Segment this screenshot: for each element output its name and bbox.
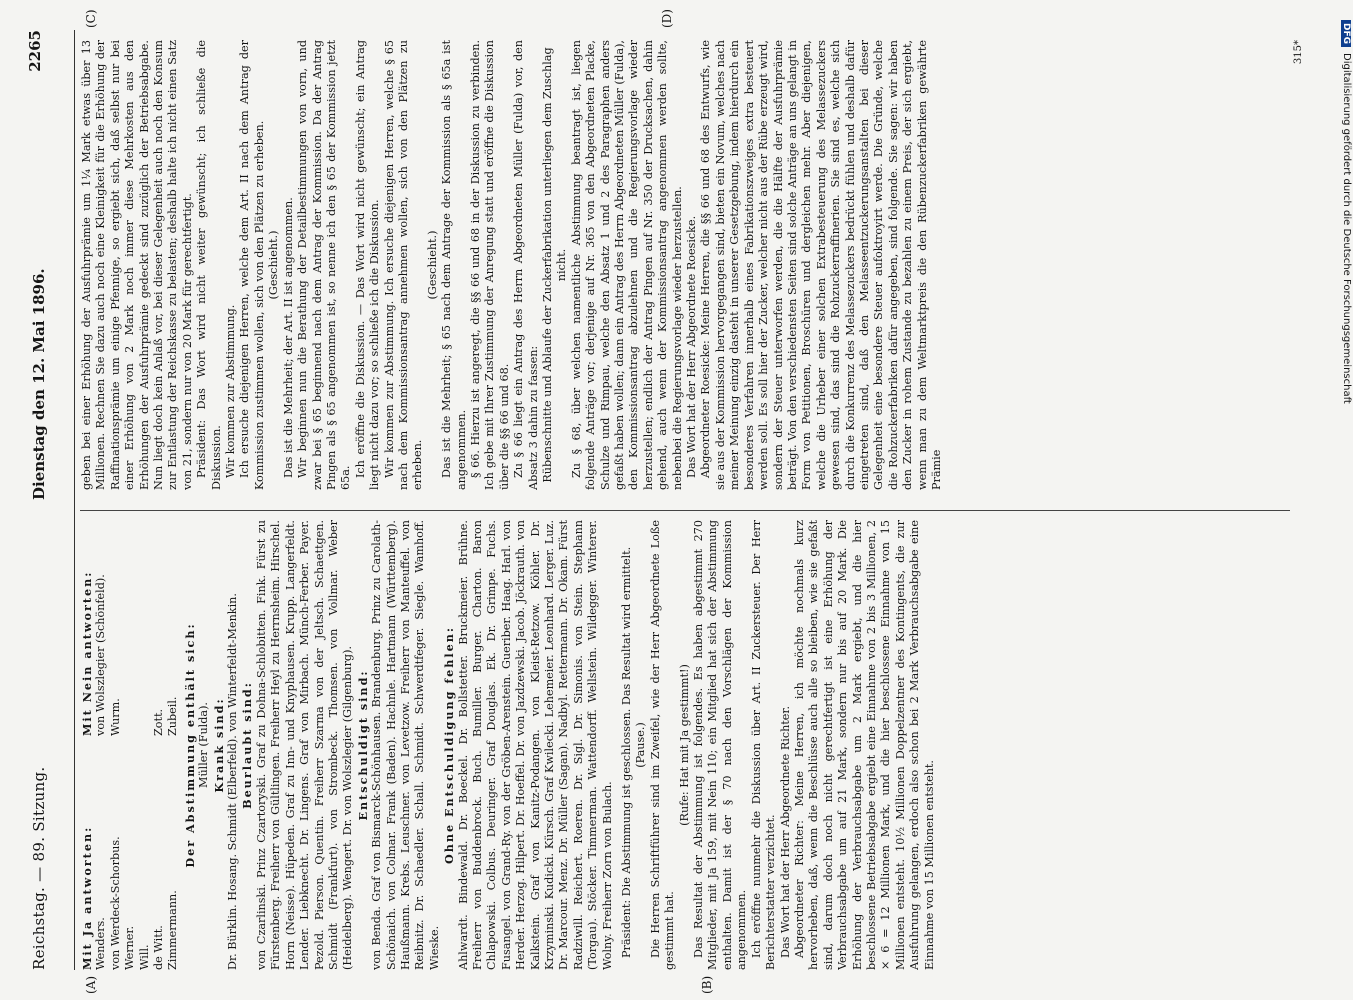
paragraph: § 66. Hierzu ist angeregt, die §§ 66 und 68 in der Diskussion zu verbinden. Ich gebe mit Ihrer Zustimmung der Anregung statt und eröffne die Diskussion über die §§ 66 und 68.	[468, 40, 511, 490]
stage-direction: (Geschieht.)	[267, 230, 281, 300]
nein-name: Zubeil.	[166, 696, 180, 736]
ja-name: Will.	[137, 944, 151, 970]
ja-heading: Mit Ja antworten:	[80, 825, 94, 970]
column-divider	[80, 510, 1290, 511]
nein-name: Zott.	[152, 708, 166, 736]
on-leave-list: von Czarlinski. Prinz Czartoryski. Graf zu Dohna-Schlobitten. Fink. Fürst zu Fürstenberg. Freiherr von Gültlingen. Freiherr Heyl zu Herrnsheim. Hirschel. Horn (Neisse). Hüpeden. Graf zu Inn- und Knyphausen. Krupp. Langerfeldt. Lender. Liebknecht. Dr. Lingens. Graf von Mirbach. Münch-Ferber. Payer. Pezold. Pierson. Quentin. Freiherr Szarma von der Jeltsch. Schaettgen. Schmidt (Frankfurt). von Strombeck. Thomsen. von Vollmar. Weber (Heidelberg). Wengert. Dr. von Wolszlegier (Gilgenburg).	[254, 520, 355, 970]
paragraph: Das Wort hat der Herr Abgeordnete Richter.	[778, 705, 792, 958]
vote-heads	[80, 520, 94, 970]
paragraph: Das Wort hat der Herr Abgeordnete Roesicke.	[685, 215, 699, 478]
paragraph: Das Resultat der Abstimmung ist folgendes. Es haben abgestimmt 270 Mitglieder, mit Ja 159, mit Nein 110; ein Mitglied hat sich der Abstimmung enthalten. Damit ist der § 70 nach den Vorschlägen der Kommission angenommen.	[692, 520, 749, 970]
credit-text: Digitalisierung gefördert durch die Deutsche Forschungsgemeinschaft	[1341, 53, 1352, 404]
paragraph: Wir kommen zur Abstimmung. Ich ersuche diejenigen Herren, welche § 65 nach dem Kommissionsantrag annehmen wollen, sich von den Plätzen zu erheben.	[382, 40, 425, 490]
nein-name: Wurm.	[108, 698, 122, 736]
paragraph: Das ist die Mehrheit; der Art. II ist angenommen.	[281, 197, 295, 478]
abstention-name: Müller (Fulda).	[197, 702, 211, 789]
paragraph: geben bei einer Erhöhung der Ausfuhrprämie um 1¼ Mark etwas über 13 Millionen. Rechnen Sie dazu auch noch eine Kleinigkeit für die Erhöhung der Raffinationsprämie um einige Pfennige, so ergiebt sich, daß selbst nur bei einer Erhöhung von 2 Mark noch immer diese Mehrkosten aus den Erhöhungen der Ausfuhrprämie gedeckt sind zuzüglich der Betriebsabgabe. Nun liegt doch kein Anlaß vor, bei dieser Gelegenheit auch noch den Konsum zur Entlastung der Reichskasse zu belasten; deshalb halte ich nicht einen Satz von 21, sondern nur von 20 Mark für gerechtfertigt.	[80, 40, 194, 490]
absent-list: Ahlwardt. Bindewald. Dr. Boeckel. Dr. Bollstetter. Bruckmeier. Brühne. Freiherr von Buddenbrock. Buch. Bumiller. Burger. Charton. Baron Chlapowski. Colbus. Deuringer. Graf Douglas. Ek. Dr. Grimpe. Fuchs. Fusangel. von Grand-Ry. von der Gröben-Arenstein. Gueriber. Haag. Harl. von Herder. Herzog. Hilpert. Dr. Hoeffel. Dr. von Jazdzewski. Jacob. Jöckrauth. von Kalkstein. Graf von Kanitz-Podangen. von Kleist-Retzow. Köhler. Dr. Krzyminski. Kudicki. Kürsch. Graf Kwilecki. Lehemeier. Leonhard. Lerger. Luz. Dr. Marcour. Menz. Dr. Müller (Sagan). Nadbyl. Rettermann. Dr. Okam. Fürst Radziwill. Reichert. Roeren. Dr. Sigl. Dr. Simonis. von Stein. Stephann (Torgau). Stöcker. Timmerman. Wattendorff. Wellstein. Wildegger. Winterer. Wolny. Freiherr Zorn von Bulach.	[456, 520, 614, 970]
side-credit-text	[1334, 20, 1352, 1000]
side-credit	[1334, 20, 1352, 1000]
paragraph: Ich eröffne nunmehr die Diskussion über Art. II Zuckersteuer. Der Herr Berichterstatter verzichtet.	[749, 520, 778, 970]
nein-name: von Wolszlegier (Schönfeld).	[94, 574, 108, 736]
absent-heading: Ohne Entschuldigung fehlen:	[442, 625, 457, 865]
sick-heading: Krank sind:	[211, 697, 226, 793]
ja-name: von Werdeck-Schorbus.	[108, 836, 122, 970]
ja-name: Zimmermann.	[166, 890, 180, 970]
footer-mark: 315*	[1293, 40, 1304, 65]
paragraph: Wir kommen zur Abstimmung.	[224, 304, 238, 478]
paragraph: Ich eröffne die Diskussion. — Das Wort wird nicht gewünscht; ein Antrag liegt nicht dazu vor; so schließe ich die Diskussion.	[353, 40, 382, 490]
paragraph: Wir beginnen nun die Berathung der Detailbestimmungen von vorn, und zwar bei § 65 beginnend nach dem Antrag der Kommission. Da der Antrag Pingen als § 65 angenommen ist, so nenne ich den § 65 der Kommission jetzt 65a.	[296, 40, 353, 490]
margin-mark-d: (D)	[660, 9, 674, 28]
stage-direction: (Pause.)	[634, 722, 648, 768]
right-column	[80, 40, 1310, 490]
paragraph: Zu § 66 liegt ein Antrag des Herrn Abgeordneten Müller (Fulda) vor, den Absatz 3 dahin zu fassen:	[512, 40, 540, 490]
motion-text: Rübenschnitte und Ablaufe der Zuckerfabrikation unterliegen dem Zuschlag nicht.	[541, 47, 569, 483]
margin-mark-c: (C)	[84, 9, 98, 28]
paragraph: Abgeordneter Roesicke: Meine Herren, die §§ 66 und 68 des Entwurfs, wie sie aus der Kommission hervorgegangen sind, bieten ein Novum, welches nach meiner Meinung einzig dasteht in unserer Gesetzgebung, indem hierdurch ein besonderes Verfahren innerhalb eines Fabrikationszweiges extra besteuert werden soll. Es soll hier der Zucker, welcher nicht aus der Rübe erzeugt wird, sondern der Steuer unterworfen werden, die die Hälfte der Ausfuhrprämie beträgt. Von den verschiedensten Seiten sind solche Anträge an uns gelangt in Form von Petitionen, Broschüren und dergleichen mehr. Aber diejenigen, welche die Urheber einer solchen Extrabesteuerung des Melassezuckers gewesen sind, das sind die Rohzuckerraffinerien. Sie sind es, welche sich durch die Konkurrenz des Melassezuckers bedrückt fühlen und deshalb dafür eingetreten sind, daß den Melasseentzuckerungsanstalten bei dieser Gelegenheit eine besondere Steuer aufoktroyirt werde. Die Gründe, welche die Rohzuckerfabriken dafür angegeben, sind folgende. Sie sagen: wir haben den Zucker in rohem Zustande zu bezahlen zu einem Preis, der sich ergiebt, wenn man zu dem Weltmarktpreis die den Rübenzuckerfabriken gewährte Prämie	[699, 40, 943, 490]
left-column	[80, 520, 1310, 970]
paragraph: Präsident: Die Abstimmung ist geschlossen. Das Resultat wird ermittelt.	[620, 546, 634, 958]
on-leave-heading: Beurlaubt sind:	[240, 681, 255, 809]
header-session: Reichstag. — 89. Sitzung.	[30, 766, 48, 970]
ja-name: Wenders.	[94, 917, 108, 970]
header-date: Dienstag den 12. Mai 1896.	[30, 268, 48, 500]
nein-heading: Mit Nein antworten:	[80, 570, 94, 736]
ja-name: Werner.	[123, 925, 137, 970]
page-header	[8, 30, 70, 970]
paragraph: Die Herren Schriftführer sind im Zweifel, wie der Herr Abgeordnete Loße gestimmt hat.	[648, 520, 677, 970]
paragraph: Zu § 68, über welchen namentliche Abstimmung beantragt ist, liegen folgende Anträge vor; derjenige auf Nr. 365 von den Abgeordneten Placke, Schulze und Rimpau, welche den Absatz 1 und 2 des Paragraphen anders gefaßt haben wollen; dann ein Antrag des Herrn Abgeordneten Müller (Fulda), den Kommissionsantrag abzulehnen und die Regierungsvorlage wieder herzustellen; endlich der Antrag Pingen auf Nr. 350 der Drucksachen, dahin gehend, auch wenn der Kommissionsantrag angenommen werden sollte, nebenbei die Regierungsvorlage wieder herzustellen.	[569, 40, 684, 490]
margin-mark-a: (A)	[84, 975, 98, 994]
sick-list: Dr. Bürklin. Hosang. Schmidt (Elberfeld). von Winterfeldt-Menkin.	[226, 593, 240, 970]
stage-direction: (Rufe: Hat mit Ja gestimmt!)	[677, 664, 691, 826]
dfg-logo: DFG	[1341, 20, 1351, 47]
margin-mark-b: (B)	[700, 975, 714, 994]
paragraph: Ich ersuche diejenigen Herren, welche dem Art. II nach dem Antrag der Kommission zustimmen wollen, sich von den Plätzen zu erheben.	[238, 40, 266, 490]
paragraph: Abgeordneter Richter: Meine Herren, ich möchte nochmals kurz hervorheben, daß, wenn die Beschlüsse auch alle so bleiben, wie sie gefaßt sind, darum doch noch nicht gerechtfertigt ist eine Erhöhung der Verbrauchsabgabe um auf 21 Mark, sondern nur bis auf 20 Mark. Die Erhöhung der Verbrauchsabgabe um 2 Mark ergiebt, und die hier beschlossene Betriebsabgabe ergiebt eine Einnahme von 2 bis 3 Millionen, 2 × 6 = 12 Millionen Mark, und die hier beschlossene Einnahme von 15 Millionen entsteht. 10½ Millionen Doppelzentner des Kontingents, die zur Ausfuhrung gelangen, erdoch also schon bei 2 Mark Verbrauchsabgabe eine Einnahme von 15 Millionen entsteht.	[792, 520, 936, 970]
abstention-heading: Der Abstimmung enthält sich:	[182, 622, 197, 868]
ja-name: de Witt.	[152, 925, 166, 970]
header-rule	[74, 30, 75, 970]
page-number: 2265	[26, 30, 44, 72]
excused-list: von Benda. Graf von Bismarck-Schönhausen. Brandenburg. Prinz zu Carolath-Schönaich. von Colmar. Frank (Baden). Hachnle. Hartmann (Württemberg). Haußmann. Krebs. Leuschner. von Levetzow. Freiherr von Manteuffel. von Reibnitz. Dr. Schaedler. Schall. Schmidt. Schwerdtfeger. Siegle. Wamhoff. Wieske.	[370, 520, 441, 970]
paragraph: Präsident: Das Wort wird nicht weiter gewünscht; ich schließe die Diskussion.	[195, 40, 223, 490]
paragraph: Das ist die Mehrheit; § 65 nach dem Antrage der Kommission als § 65a ist angenommen.	[440, 40, 468, 490]
excused-heading: Entschuldigt sind:	[355, 669, 370, 821]
stage-direction: (Geschieht.)	[425, 230, 439, 300]
vote-table	[94, 520, 180, 970]
